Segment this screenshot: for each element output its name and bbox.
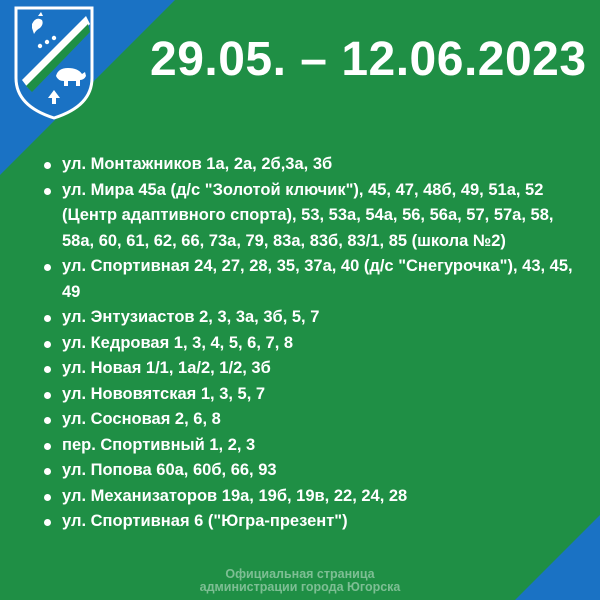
address-list bbox=[38, 152, 586, 535]
list-item: ул. Попова 60а, 60б, 66, 93 bbox=[38, 458, 586, 484]
list-item: ул. Нововятская 1, 3, 5, 7 bbox=[38, 382, 586, 408]
watermark-line-1: Официальная страница bbox=[225, 567, 375, 581]
list-item: ул. Механизаторов 19а, 19б, 19в, 22, 24, 28 bbox=[38, 484, 586, 510]
list-item: ул. Мира 45а (д/с "Золотой ключик"), 45, 47, 48б, 49, 51а, 52 (Центр адаптивного спорта), 53, 53а, 54а, 56, 56а, 57, 57а, 58, 58а, 60, 61, 62, 66, 73а, 79, 83а, 83б, 83/1, 85 (школа №2) bbox=[38, 178, 586, 255]
list-item: пер. Спортивный 1, 2, 3 bbox=[38, 433, 586, 459]
date-range-title: 29.05. – 12.06.2023 bbox=[150, 33, 587, 86]
watermark-line-2: администрации города Югорска bbox=[199, 580, 401, 594]
list-item: ул. Энтузиастов 2, 3, 3а, 3б, 5, 7 bbox=[38, 305, 586, 331]
coat-of-arms-icon bbox=[10, 2, 98, 122]
list-item: ул. Кедровая 1, 3, 4, 5, 6, 7, 8 bbox=[38, 331, 586, 357]
watermark-caption bbox=[0, 568, 600, 594]
list-item: ул. Новая 1/1, 1а/2, 1/2, 3б bbox=[38, 356, 586, 382]
list-item: ул. Спортивная 24, 27, 28, 35, 37а, 40 (д/с "Снегурочка"), 43, 45, 49 bbox=[38, 254, 586, 305]
list-item: ул. Монтажников 1а, 2а, 2б,3а, 3б bbox=[38, 152, 586, 178]
list-item: ул. Спортивная 6 ("Югра-презент") bbox=[38, 509, 586, 535]
list-item: ул. Сосновая 2, 6, 8 bbox=[38, 407, 586, 433]
